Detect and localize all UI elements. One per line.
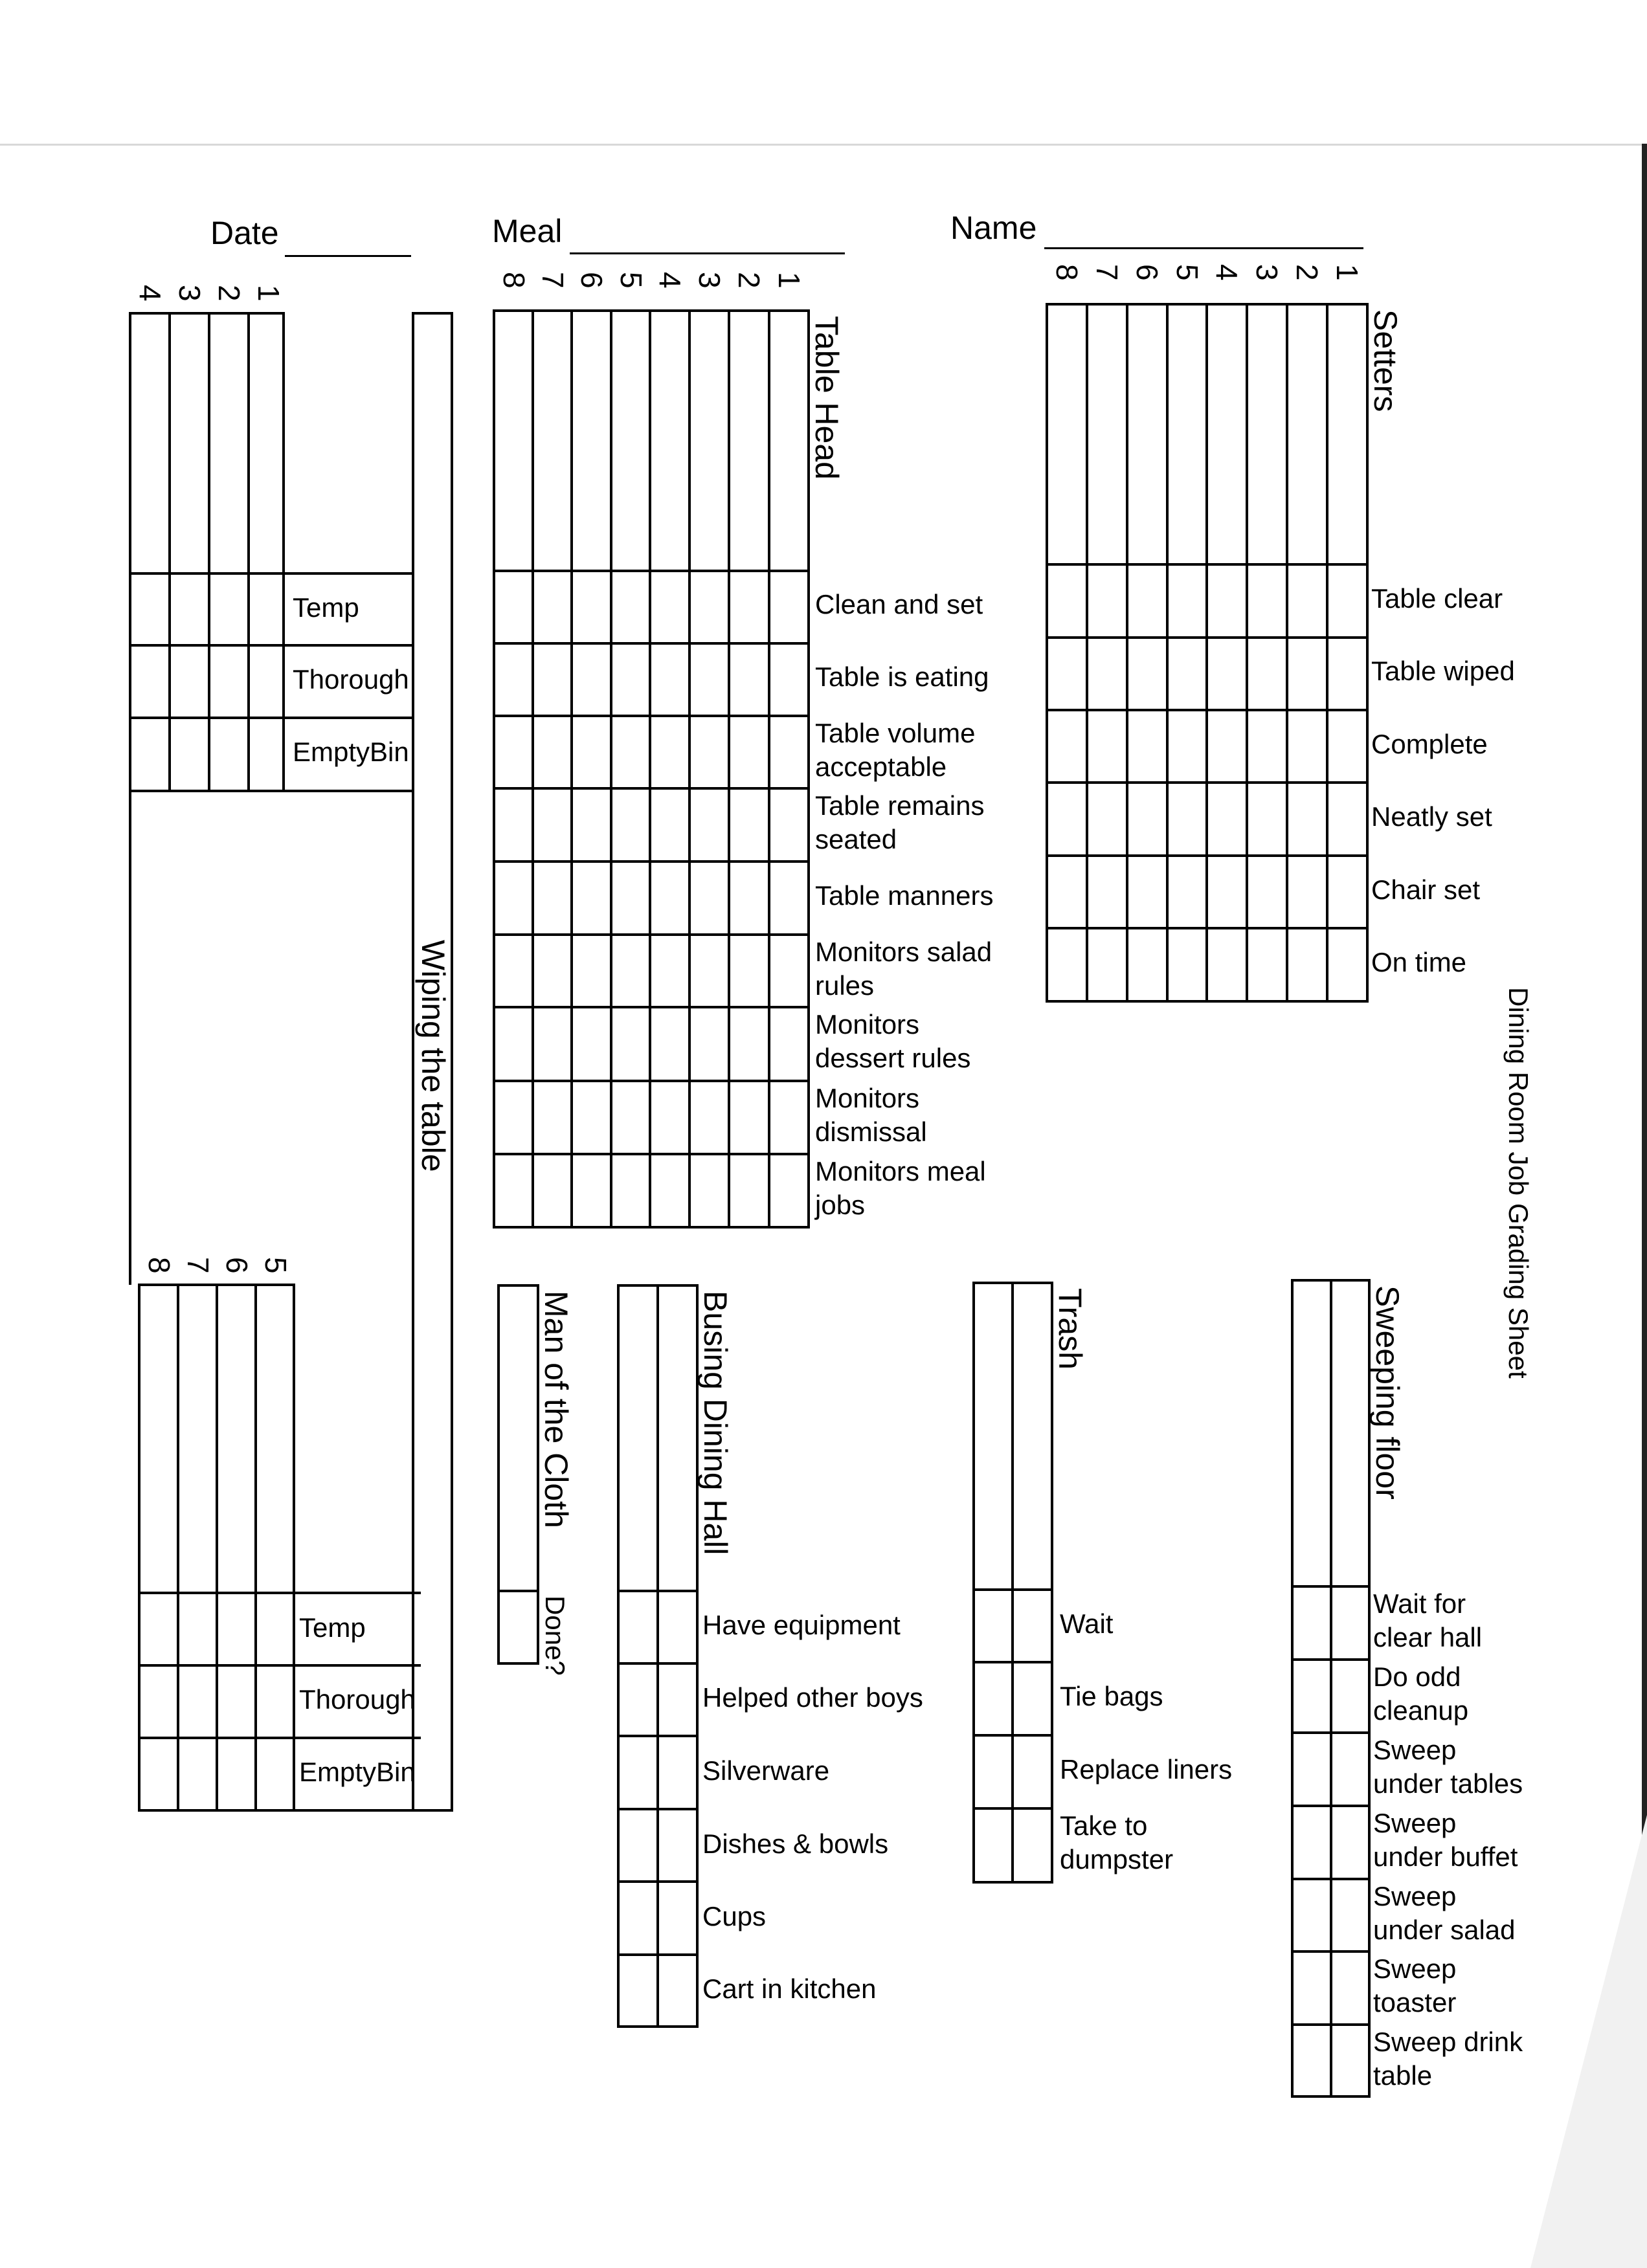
busing-item-label: Silverware xyxy=(702,1755,830,1786)
wiping-col-number: 1 xyxy=(252,285,286,302)
setters-item-label: Chair set xyxy=(1371,874,1481,905)
sweeping-item-label: Sweep under salad xyxy=(1373,1881,1516,1945)
table-head-col-number: 2 xyxy=(732,272,766,289)
table-head-col-number: 3 xyxy=(693,272,726,289)
wiping-item-label: Temp xyxy=(299,1612,366,1643)
wiping-col-number: 7 xyxy=(181,1257,215,1274)
wiping-col-number: 5 xyxy=(259,1257,293,1274)
table-head-col-number: 8 xyxy=(497,272,531,289)
setters-col-number: 7 xyxy=(1090,264,1124,281)
table-head-col-number: 6 xyxy=(575,272,609,289)
table-head-col-number: 7 xyxy=(536,272,570,289)
wiping-col-number: 6 xyxy=(220,1257,254,1274)
table-head-col-number: 1 xyxy=(772,272,806,289)
setters-item-label: Table wiped xyxy=(1371,656,1515,686)
setters-item-label: Neatly set xyxy=(1371,801,1492,832)
table-head-col-number: 5 xyxy=(614,272,648,289)
trash-item-label: Tie bags xyxy=(1060,1681,1163,1711)
busing-title: Busing Dining Hall xyxy=(697,1291,734,1555)
busing-item-label: Helped other boys xyxy=(702,1682,923,1713)
wiping-section-title: Wiping the table xyxy=(415,940,451,1172)
wiping-col-number: 2 xyxy=(212,285,246,302)
table-head-item-label: Table remains seated xyxy=(815,790,985,854)
table-head-item-label: Monitors meal jobs xyxy=(815,1156,986,1220)
table-head-item-label: Table volume acceptable xyxy=(815,718,976,782)
cloth-title: Man of the Cloth xyxy=(538,1291,574,1528)
trash-item-label: Wait xyxy=(1060,1608,1114,1639)
wiping-item-label: Thorough xyxy=(293,664,409,695)
cloth-done-label: Done? xyxy=(540,1595,570,1676)
table-head-item-label: Table manners xyxy=(815,880,994,911)
setters-col-number: 6 xyxy=(1130,264,1164,281)
busing-item-label: Dishes & bowls xyxy=(702,1829,889,1859)
table-head-item-label: Table is eating xyxy=(815,662,989,692)
setters-col-number: 8 xyxy=(1050,264,1084,281)
sheet-title: Dining Room Job Grading Sheet xyxy=(1503,987,1534,1379)
trash-item-label: Take to dumpster xyxy=(1060,1810,1174,1874)
sweeping-item-label: Sweep drink table xyxy=(1373,2027,1523,2091)
setters-item-label: On time xyxy=(1371,947,1467,977)
wiping-item-label: EmptyBin xyxy=(293,737,409,767)
setters-col-number: 4 xyxy=(1210,264,1244,281)
date-label: Date xyxy=(210,215,279,251)
sweeping-title: Sweeping floor xyxy=(1369,1285,1406,1500)
setters-col-number: 5 xyxy=(1171,264,1204,281)
table-head-item-label: Monitors dismissal xyxy=(815,1083,927,1147)
table-head-title: Table Head xyxy=(809,316,845,480)
setters-col-number: 2 xyxy=(1290,264,1324,281)
wiping-col-number: 8 xyxy=(142,1257,176,1274)
wiping-item-label: Temp xyxy=(293,592,359,623)
setters-col-number: 3 xyxy=(1250,264,1284,281)
sweeping-item-label: Sweep under tables xyxy=(1373,1735,1523,1799)
wiping-col-number: 4 xyxy=(133,285,167,302)
name-label: Name xyxy=(950,210,1037,246)
setters-item-label: Complete xyxy=(1371,729,1488,759)
setters-item-label: Table clear xyxy=(1371,583,1503,614)
table-head-item-label: Monitors salad rules xyxy=(815,937,992,1001)
table-head-item-label: Monitors dessert rules xyxy=(815,1009,971,1073)
busing-item-label: Cups xyxy=(702,1901,767,1931)
trash-title: Trash xyxy=(1052,1288,1088,1370)
table-head-item-label: Clean and set xyxy=(815,589,983,619)
table-head-col-number: 4 xyxy=(653,272,687,289)
sweeping-item-label: Sweep toaster xyxy=(1373,1953,1457,2018)
busing-item-label: Cart in kitchen xyxy=(702,1973,877,2004)
busing-item-label: Have equipment xyxy=(702,1610,901,1640)
setters-col-number: 1 xyxy=(1330,264,1364,281)
wiping-col-number: 3 xyxy=(173,285,207,302)
sweeping-item-label: Do odd cleanup xyxy=(1373,1662,1469,1726)
meal-label: Meal xyxy=(492,213,563,249)
wiping-item-label: EmptyBin xyxy=(299,1757,416,1787)
wiping-item-label: Thorough xyxy=(299,1684,416,1715)
trash-item-label: Replace liners xyxy=(1060,1754,1233,1784)
setters-title: Setters xyxy=(1367,309,1404,412)
sweeping-item-label: Wait for clear hall xyxy=(1373,1588,1483,1652)
sweeping-item-label: Sweep under buffet xyxy=(1373,1808,1518,1872)
